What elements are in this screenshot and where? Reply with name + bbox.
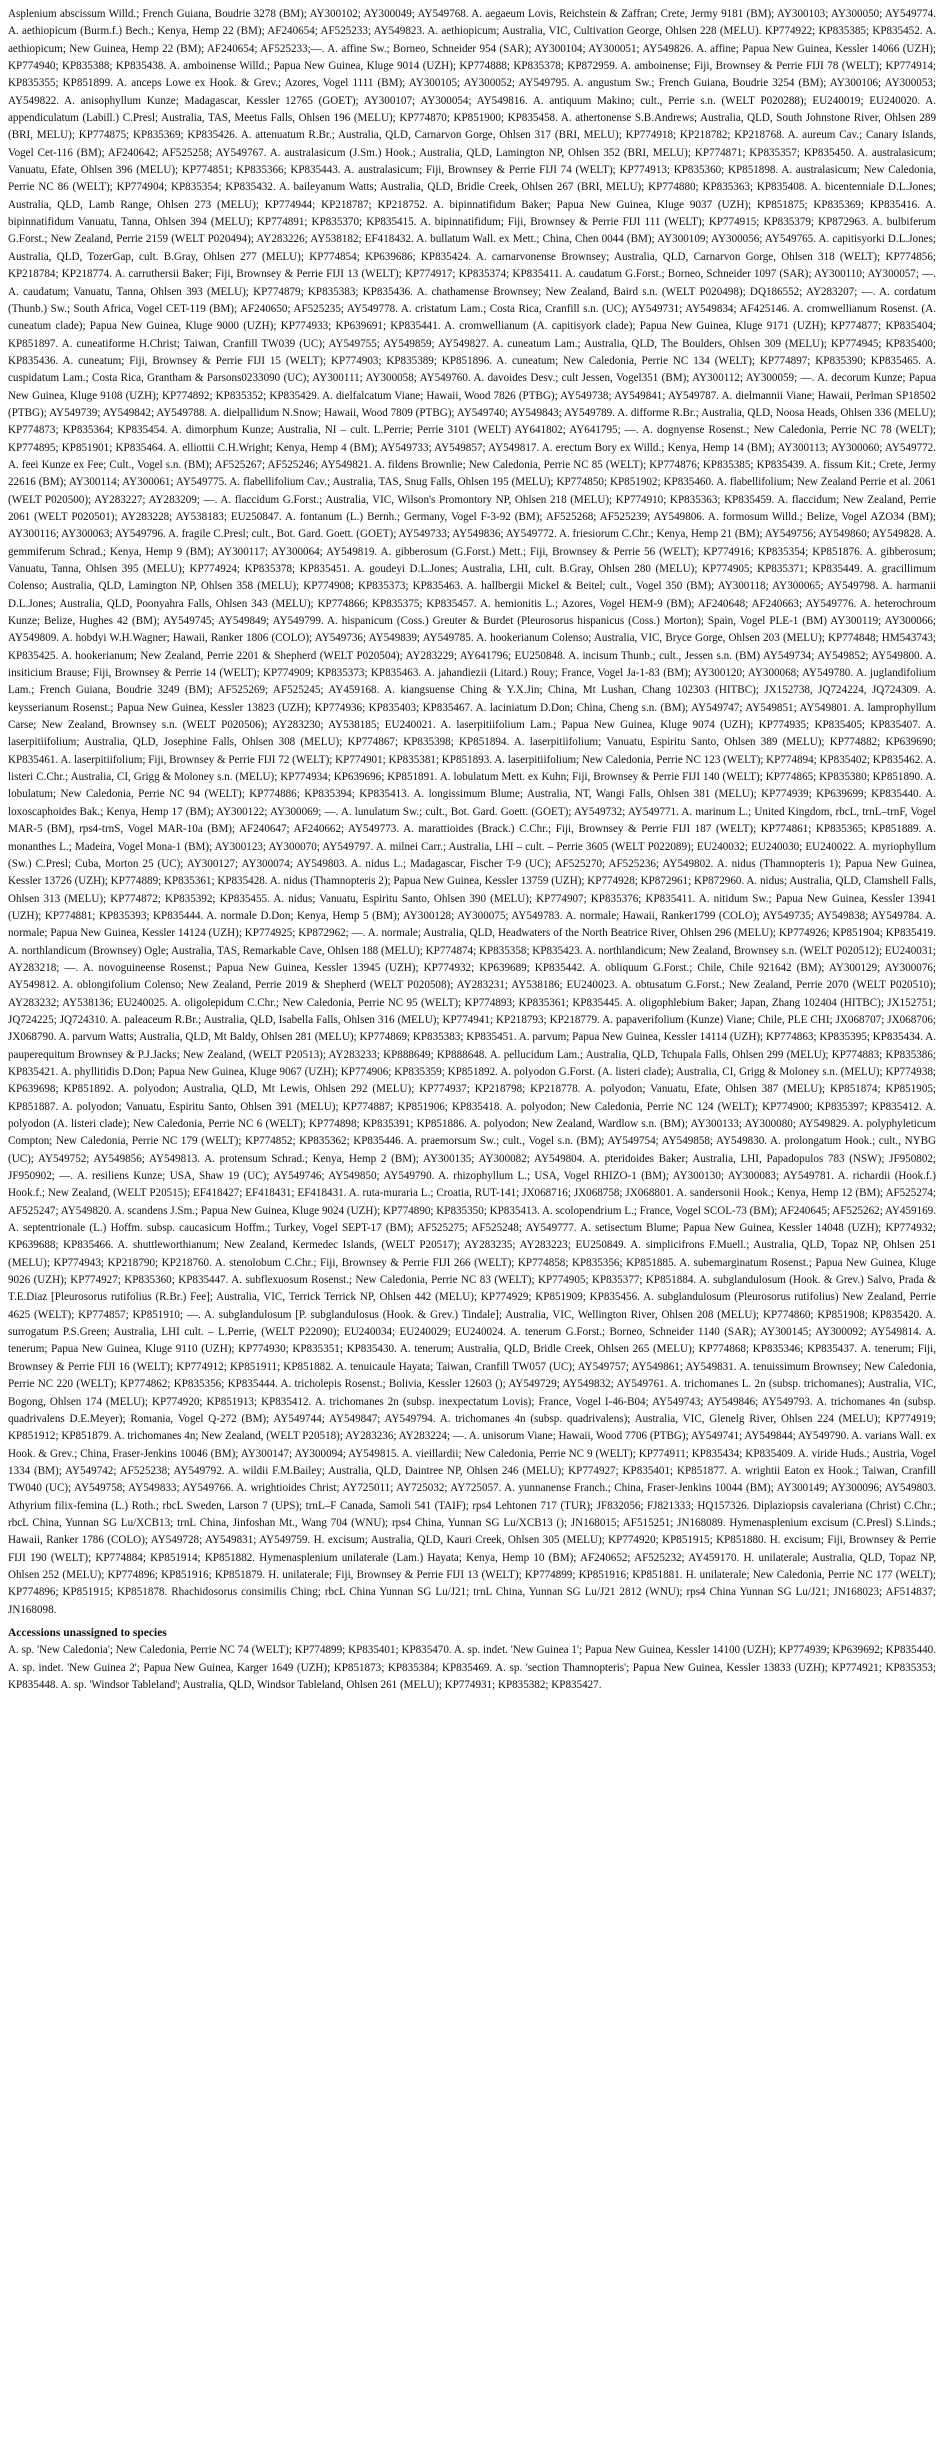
voucher-list-text: Asplenium abscissum Willd.; French Guiana, Boudrie 3278 (BM); AY300102; AY300049; AY549768. A. aegaeum Lovis, Reichstein & Zaffran; Crete, Jermy 9181 (BM); AY300103; AY300050; AY549774. A. aethiopicum (Burm.f.) Bech.; Kenya, Hemp 22 (BM); AF240654; AF525233; AY549823. A. aethiopicum; Australia, VIC, Cultivation George, Ohlsen 228 (MELU). KP774922; KP835385; KP835452. A. aethiopicum; New Guinea, Hemp 22 (BM); AF240654; AF525233;—. A. affine Sw.; Borneo, Schneider 954 (SAR); AY300104; AY300051; AY549826. A. affine; Papua New Guinea, Kessler 14066 (UZH); KP774940; KP835388; KP835438. A. amboinense Willd.; Papua New Guinea, Kluge 9014 (UZH); KP774888; KP835378; KP872959. A. amboinense; Fiji, Brownsey & Perrie FIJI 78 (WELT); KP774914; KP835355; KP851899. A. anceps Lowe ex Hook. & Grev.; Azores, Vogel 1111 (BM); AY300105; AY300052; AY549795. A. angustum Sw.; French Guiana, Boudrie 3254 (BM); AY300106; AY300053; AY549822. A. anisophyllum Kunze; Madagascar, Kessler 12765 (GOET); AY300107; AY300054; AY549816. A. antiquum Makino; cult., Perrie s.n. (WELT P020288); EU240019; EU240020. A. appendiculatum (Labill.) C.Presl; Australia, TAS, Meetus Falls, Ohlsen 196 (MELU); KP774870; KP851900; KP835458. A. athertonense S.B.Andrews; Australia, QLD, South Johnstone River, Ohlsen 289 (BRI, MELU); KP774875; KP835369; KP835426. A. attenuatum R.Br.; Australia, QLD, Carnarvon Gorge, Ohlsen 317 (BRI, MELU); KP774918; KP218782; KP218768. A. aureum Cav.; Canary Islands, Vogel Cet-116 (BM); AF240642; AF525258; AY549767. A. australasicum (J.Sm.) Hook.; Australia, QLD, Lamington NP, Ohlsen 352 (BRI, MELU); KP774871; KP835357; KP835450. A. australasicum; Vanuatu, Efate, Ohlsen 396 (MELU); KP774851; KP835366; KP835443. A. australasicum; Fiji, Brownsey & Perrie FIJI 74 (WELT); KP774913; KP835360; KP851898. A. australasicum; New Caledonia, Perrie NC 86 (WELT); KP774904; KP835354; KP835432. A. baileyanum Watts; Australia, QLD, Bridle Creek, Ohlsen 267 (BRI, MELU); KP774880; KP835363; KP835408. A. bicentenniale D.L.Jones; Australia, QLD, Lamb Range, Ohlsen 273 (MELU); KP774944; KP218787; KP218752. A. bipinnatifidum Baker; Papua New Guinea, Kluge 9037 (UZH); KP851875; KP835369; KP835416. A. bipinnatifidum Vanuatu, Tanna, Ohlsen 394 (MELU); KP774891; KP835370; KP835415. A. bipinnatifidum; Fiji, Brownsey & Perrie FIJI 111 (WELT); KP774915; KP835379; KP872963. A. bulbiferum G.Forst.; New Zealand, Perrie 2159 (WELT P020494); AY283226; AY538182; EF418432. A. bullatum Wall. ex Mett.; China, Chen 0044 (BM); AY300109; AY300056; AY549765. A. capitisyorki D.L.Jones; Australia, QLD, TozerGap, cult. B.Gray, Ohlsen 277 (MELU); KP774854; KP639686; KP835424. A. carnarvonense Brownsey; Australia, QLD, Carnarvon Gorge, Ohlsen 318 (WELT); KP774856; KP218784; KP218774. A. carruthersii Baker; Fiji, Brownsey & Perrie FIJI 13 (WELT); KP774917; KP835374; KP835411. A. caudatum G.Forst.; Borneo, Schneider 1097 (SAR); AY300110; AY300057; —. A. caudatum; Vanuatu, Tanna, Ohlsen 393 (MELU); KP774879; KP835383; KP835436. A. chathamense Brownsey; New Zealand, Baird s.n. (WELT P020498); DQ186552; AY283207; —. A. cordatum (Thunb.) Sw.; South Africa, Vogel CET-119 (BM); AF240650; AF525235; AY549778. A. cristatum Lam.; Costa Rica, Cranfill s.n. (UC); AY549731; AY549834; AF425146. A. cromwellianum Rosenst. (A. cuneatum clade); Papua New Guinea, Kluge 9000 (UZH); KP774933; KP639691; KP835441. A. cromwellianum (A. capitisyork clade); Papua New Guinea, Kluge 9171 (UZH); KP774877; KP835404; KP851897. A. cuneatiforme H.Christ; Taiwan, Cranfill TW039 (UC); AY549755; AY549859; AY549827. A. cuneatum Lam.; Australia, QLD, The Boulders, Ohlsen 309 (MELU); KP774945; KP835400; KP835436. A. cuneatum; Fiji, Brownsey & Perrie FIJI 15 (WELT); KP774903; KP835389; KP851896. A. cuneatum; New Caledonia, Perrie NC 134 (WELT); KP774897; KP835390; KP835465. A. cuspidatum Lam.; Costa Rica, Grantham & Parsons0233090 (UC); AY300111; AY300058; AY549760. A. davoides Desv.; cult Jessen, Vogel351 (BM); AY300112; AY300059; —. A. decorum Kunze; Papua New Guinea, Kluge 9108 (UZH); KP774892; KP835352; KP835429. A. dielfalcatum Viane; Hawaii, Wood 7826 (PTBG); AY549738; AY549841; AY549787. A. dielmannii Viane; Hawaii, Perlman SP18502 (PTBG); AY549739; AY549842; AY549788. A. dielpallidum N.Snow; Hawaii, Wood 7809 (PTBG); AY549740; AY549843; AY549789. A. difforme R.Br.; Australia, QLD, Noosa Heads, Ohlsen 336 (MELU); KP774873; KP835364; KP835454. A. dimorphum Kunze; Australia, NI – cult. L.Perrie; Perrie 3101 (WELT) AY641802; AY641795; —. A. dognyense Rosenst.; New Caledonia, Perrie NC 78 (WELT); KP774895; KP851901; KP835464. A. elliottii C.H.Wright; Kenya, Hemp 4 (BM); AY549733; AY549857; AY549817. A. erectum Bory ex Willd.; Kenya, Hemp 14 (BM); AY300113; AY300060; AY549772. A. feei Kunze ex Fee; Cult., Vogel s.n. (BM); AF525267; AF525246; AY549821. A. fildens Brownlie; New Caledonia, Perrie NC 85 (WELT); KP774876; KP835385; KP835439. A. fissum Kit.; Crete, Jermy 22616 (BM); AY300114; AY300061; AY549775. A. flabellifolium Cav.; Australia, TAS, Snug Falls, Ohlsen 195 (MELU); KP774850; KP851902; KP835460. A. flabellifolium; New Zealand Perrie et al. 2061 (WELT P020500); AY283227; AY283209; —. A. flaccidum G.Forst.; Australia, VIC, Wilson's Promontory NP, Ohlsen 218 (MELU); KP774910; KP835363; KP835459. A. flaccidum; New Zealand, Perrie 2061 (WELT P020501); AY283228; AY538183; EU250847. A. fontanum (L.) Bernh.; Germany, Vogel F-3-92 (BM); AF525268; AF525239; AY549806. A. formosum Willd.; Belize, Vogel AZO34 (BM); AY300116; AY300063; AY549796. A. fragile C.Presl; cult., Bot. Gard. Goett. (GOET); AY549733; AY549836; AY549772. A. friesiorum C.Chr.; Kenya, Hemp 21 (BM); AY549756; AY549860; AY549828. A. gemmiferum Schrad.; Kenya, Hemp 9 (BM); AY300117; AY300064; AY549819. A. gibberosum (G.Forst.) Mett.; Fiji, Brownsey & Perrie 56 (WELT); KP774916; KP835354; KP851876. A. gibberosum; Vanuatu, Tanna, Ohlsen 395 (MELU); KP774924; KP835378; KP835451. A. goudeyi D.L.Jones; Australia, LHI, cult. B.Gray, Ohlsen 280 (MELU); KP774905; KP835371; KP835449. A. gracillimum Colenso; Australia, QLD, Lamington NP, Ohlsen 358 (MELU); KP774908; KP835373; KP835463. A. hallbergii Mickel & Beitel; cult., Vogel 350 (BM); AY300118; AY300065; AY549798. A. harmanii D.L.Jones; Australia, QLD, Poonyahra Falls, Ohlsen 343 (MELU); KP774866; KP835375; KP835457. A. hemionitis L.; Azores, Vogel HEM-9 (BM); AF240648; AF240663; AY549776. A. heterochroum Kunze; Belize, Hughes 42 (BM); AY549745; AY549849; AY549799. A. hispanicum (Coss.) Greuter & Burdet (Pleurosorus hispanicus (Coss.) Morton); Spain, Vogel PLE-1 (BM) AY300119; AY300066; AY549809. A. hobdyi W.H.Wagner; Hawaii, Ranker 1806 (COLO); AY549736; AY549839; AY549785. A. hookerianum Colenso; Australia, VIC, Bryce Gorge, Ohlsen 203 (MELU); KP774848; HM543743; KP835425. A. hookerianum; New Zealand, Perrie 2201 & Shepherd (WELT P020504); AY283229; AY641796; EU250848. A. incisum Thunb.; cult., Jessen s.n. (BM) AY549734; AY549852; AY549800. A. insiticium Brause; Fiji, Brownsey & Perrie 14 (WELT); KP774909; KP835373; KP835463. A. jahandiezii (Litard.) Rouy; France, Vogel Ja-1-83 (BM); AY300120; AY300068; AY549780. A. juglandifolium Lam.; French Guiana, Boudrie 3249 (BM); AF525269; AF525245; AY459168. A. kiangsuense Ching & Y.X.Jin; China, Mt Lushan, Chang 102303 (HITBC); JX152738, JQ724224, JQ724309. A. keysserianum Rosenst.; Papua New Guinea, Kessler 13823 (UZH); KP774936; KP835403; KP835467. A. laciniatum D.Don; China, Cheng s.n. (BM); AY549747; AY549851; AY549801. A. lamprophyllum Carse; New Zealand, Brownsey s.n. (WELT P020506); AY283230; AY538185; EU240021. A. laserpitiifolium Lam.; Papua New Guinea, Kluge 9074 (UZH); KP774935; KP835405; KP835407. A. laserpitiifolium; Australia, QLD, Josephine Falls, Ohlsen 308 (MELU); KP774867; KP835398; KP851894. A. laserpitiifolium; Vanuatu, Espiritu Santo, Ohlsen 389 (MELU); KP774882; KP639690; KP835461. A. laserpitiifolium; Fiji, Brownsey & Perrie FIJI 72 (WELT); KP774901; KP835381; KP851893. A. laserpitiifolium; New Caledonia, Perrie NC 123 (WELT); KP774894; KP835402; KP835462. A. listeri C.Chr.; Australia, CI, Grigg & Moloney s.n. (MELU); KP774934; KP639696; KP851891. A. lobulatum Mett. ex Kuhn; Fiji, Brownsey & Perrie FIJI 140 (WELT); KP774865; KP835380; KP851890. A. lobulatum; New Caledonia, Perrie NC 94 (WELT); KP774886; KP835394; KP835413. A. longissimum Blume; Australia, NT, Wangi Falls, Ohlsen 381 (MELU); KP774939; KP639699; KP835440. A. loxoscaphoides Bak.; Kenya, Hemp 17 (BM); AY300122; AY300069; —. A. lunulatum Sw.; cult., Bot. Gard. Goett. (GOET); AY549732; AY549771. A. marinum L.; United Kingdom, rbcL, trnL–trnF, Vogel MAR-5 (BM), rps4-trnS, Vogel MAR-10a (BM); AF240647; AF240662; AY549773. A. marattioides (Brack.) C.Chr.; Fiji, Brownsey & Perrie FIJI 187 (WELT); KP774861; KP835365; KP851889. A. monanthes L.; Madeira, Vogel Mona-1 (BM); AY300123; AY300070; AY549797. A. milnei Carr.; Australia, LHI – cult. – Perrie 3605 (WELT P022089); EU240032; EU240030; EU240022. A. myriophyllum (Sw.) C.Presl; Cuba, Morton 25 (UC); AY300127; AY300074; AY549803. A. nidus L.; Madagascar, Fischer T-9 (UC); AF525270; AF525236; AY549802. A. nidus (Thamnopteris 1); Papua New Guinea, Kessler 13726 (UZH); KP774889; KP835361; KP835428. A. nidus (Thamnopteris 2); Papua New Guinea, Kessler 13759 (UZH); KP774928; KP872961; KP872960. A. nidus; Australia, QLD, Clamshell Falls, Ohlsen 313 (MELU); KP774872; KP835392; KP835455. A. nidus; Vanuatu, Espiritu Santo, Ohlsen 390 (MELU); KP774907; KP835376; KP835411. A. nitidum Sw.; Papua New Guinea, Kessler 13941 (UZH); KP774881; KP835393; KP835444. A. normale D.Don; Kenya, Hemp 5 (BM); AY300128; AY300075; AY549783. A. normale; Hawaii, Ranker1799 (COLO); AY549735; AY549838; AY549784. A. normale; Papua New Guinea, Kessler 14124 (UZH); KP774925; KP872962; —. A. normale; Australia, QLD, Headwaters of the North Beatrice River, Ohlsen 296 (MELU); KP774926; KP851904; KP835419. A. northlandicum (Brownsey) Ogle; Australia, TAS, Remarkable Cave, Ohlsen 188 (MELU); KP774874; KP835358; KP835423. A. northlandicum; New Zealand, Brownsey s.n. (WELT P020512); EU240031; AY283218; —. A. novoguineense Rosenst.; Papua New Guinea, Kessler 13945 (UZH); KP774932; KP639689; KP835442. A. obliquum G.Forst.; Chile, Chile 921642 (BM); AY300129; AY300076; AY549812. A. oblongifolium Colenso; New Zealand, Perrie 2019 & Shepherd (WELT P020508); AY283231; AY538186; EU240023. A. obtusatum G.Forst.; New Zealand, Perrie 2070 (WELT P020510); AY283232; AY538136; EU240025. A. oligolepidum C.Chr.; New Caledonia, Perrie NC 95 (WELT); KP774893; KP835361; KP835445. A. oligophlebium Baker; Japan, Zhang 102404 (HITBC); JX152751; JQ724225; JQ724310. A. paleaceum R.Br.; Australia, QLD, Isabella Falls, Ohlsen 316 (MELU); KP774941; KP218793; KP218779. A. papaverifolium (Kunze) Viane; Chile, PLE CHI; JX068707; JX068706; JX068790. A. parvum Watts; Australia, QLD, Mt Baldy, Ohlsen 281 (MELU); KP774869; KP835383; KP835451. A. parvum; Papua New Guinea, Kessler 14114 (UZH); KP774863; KP835395; KP835434. A. pauperequitum Brownsey & P.J.Jacks; New Zealand, (WELT P20513); AY283233; KP888649; KP888648. A. pellucidum Lam.; Australia, QLD, Tchupala Falls, Ohlsen 299 (MELU); KP774883; KP835386; KP835421. A. phyllitidis D.Don; Papua New Guinea, Kluge 9067 (UZH); KP774906; KP835359; KP851892. A. polyodon G.Forst. (A. listeri clade); Australia, CI, Grigg & Moloney s.n. (MELU); KP774938; KP639698; KP851892. A. polyodon; Australia, QLD, Mt Lewis, Ohlsen 292 (MELU); KP774937; KP218798; KP218778. A. polyodon; Vanuatu, Efate, Ohlsen 387 (MELU); KP851874; KP851905; KP851887. A. polyodon; Vanuatu, Espiritu Santo, Ohlsen 391 (MELU); KP774887; KP851906; KP835418. A. polyodon; New Caledonia, Perrie NC 124 (WELT); KP774900; KP835397; KP835412. A. polyodon (A. listeri clade); New Caledonia, Perrie NC 6 (WELT); KP774898; KP835391; KP851886. A. polyodon; New Zealand, Wardlow s.n. (BM); AY300133; AY300080; AY549829. A. polyphyleticum Compton; New Caledonia, Perrie NC 179 (WELT); KP774852; KP835362; KP835446. A. praemorsum Sw.; cult., Vogel s.n. (BM); AY549754; AY549858; AY549830. A. prolongatum Hook.; cult., NYBG (UC); AY549752; AY549856; AY549813. A. protensum Schrad.; Kenya, Hemp 2 (BM); AY300135; AY300082; AY549804. A. pteridoides Baker; Australia, LHI, Papadopulos 783 (NSW); JF950802; JF950902; —. A. resiliens Kunze; USA, Shaw 19 (UC); AY549746; AY549850; AY549790. A. rhizophyllum L.; USA, Vogel RHIZO-1 (BM); AY300130; AY300083; AY549781. A. richardii (Hook.f.) Hook.f.; New Zealand, (WELT P20515); EF418427; EF418431; EF418431. A. ruta-muraria L.; Croatia, RUT-141; JX068716; JX068758; JX068801. A. sandersonii Hook.; Kenya, Hemp 12 (BM); AF525274; AF525247; AY549820. A. scandens J.Sm.; Papua New Guinea, Kluge 9024 (UZH); KP774890; KP835350; KP835413. A. scolopendrium L.; France, Vogel SCOL-73 (BM); AF240645; AF525262; AY459169. A. septentrionale (L.) Hoffm. subsp. caucasicum Hoffm.; Turkey, Vogel SEPT-17 (BM); AF525275; AF525248; AY549777. A. setisectum Blume; Papua New Guinea, Kessler 14048 (UZH); KP774932; KP639688; KP835466. A. shuttleworthianum; New Zealand, Kermedec Islands, (WELT P20517); AY283235; AY283223; EU250849. A. simplicifrons F.Muell.; Australia, QLD, Topaz NP, Ohlsen 251 (MELU); KP774943; KP218790; KP218760. A. stenolobum C.Chr.; Fiji, Brownsey & Perrie FIJI 266 (WELT); KP774858; KP835356; KP851885. A. subemarginatum Rosenst.; Papua New Guinea, Kluge 9026 (UZH); KP774927; KP835360; KP835447. A. subflexuosum Rosenst.; New Caledonia, Perrie NC 83 (WELT); KP774905; KP835377; KP851884. A. subglandulosum (Hook. & Grev.) Salvo, Prada & T.E.Diaz [Pleurosorus rutifolius (R.Br.) Fee]; Australia, VIC, Terrick Terrick NP, Ohlsen 442 (MELU); KP774929; KP851909; KP835456. A. subglandulosum (Pleurosorus rutifolius) New Zealand, Perrie 4625 (WELT); KP774857; KP851910; —. A. subglandulosum [P. subglandulosus (Hook. & Grev.) Tindale]; Australia, VIC, Wellington River, Ohlsen 208 (MELU); KP774860; KP851908; KP835420. A. surrogatum P.S.Green; Australia, LHI cult. – L.Perrie, (WELT P22090); EU240034; EU240029; EU240024. A. tenerum G.Forst.; Borneo, Schneider 1140 (SAR); AY300145; AY300092; AY549814. A. tenerum; Papua New Guinea, Kluge 9110 (UZH); KP774930; KP835351; KP835430. A. tenerum; Australia, QLD, Bridle Creek, Ohlsen 265 (MELU); KP774868; KP835346; KP835437. A. tenerum; Fiji, Brownsey & Perrie FIJI 16 (WELT); KP774912; KP851911; KP851882. A. tenuicaule Hayata; Taiwan, Cranfill TW057 (UC); AY549757; AY549861; AY549831. A. tenuissimum Brownsey; New Caledonia, Perrie NC 220 (WELT); KP774862; KP835356; KP835444. A. tricholepis Rosenst.; Bolivia, Kessler 12603 (); AY549729; AY549832; AY549761. A. trichomanes L. 2n (subsp. trichomanes); Australia, VIC, Bogong, Ohlsen 174 (MELU); KP774920; KP851913; KP835412. A. trichomanes 2n (subsp. inexpectatum Lovis); France, Vogel I-46-B04; AY549743; AY549846; AY549793. A. trichomanes 4n (subsp. quadrivalens D.E.Meyer); Romania, Vogel Q-272 (BM); AY549744; AY549847; AY549794. A. trichomanes 4n (subsp. quadrivalens); Australia, VIC, Glenelg River, Ohlsen 224 (MELU); KP774919; KP851912; KP851879. A. trichomanes 4n; New Zealand, (WELT P20518); AY283236; AY283224; —. A. unisorum Viane; Hawaii, Wood 7706 (PTBG); AY549741; AY549844; AY549790. A. varians Wall. ex Hook. & Grev.; China, Fraser-Jenkins 10046 (BM); AY300147; AY300094; AY549815. A. vieillardii; New Caledonia, Perrie NC 9 (WELT); KP774911; KP835434; KP835409. A. viride Huds.; Austria, Vogel 1334 (BM); AY549742; AF525238; AY549792. A. wildii F.M.Bailey; Australia, QLD, Daintree NP, Ohlsen 246 (MELU); KP774927; KP835401; KP851877. A. wrightii Eaton ex Hook.; Taiwan, Cranfill TW040 (UC); AY549758; AY549833; AY549766. A. wrightioides Christ; AY725011; AY725032; AY725057. A. yunnanense Franch.; China, Fraser-Jenkins 10044 (BM); AY300149; AY300096; AY549803. Athyrium filix-femina (L.) Roth.; rbcL Sweden, Larson 7 (UPS); trnL–F Canada, Samoli 541 (TAIF); rps4 Lehtonen 717 (TUR); JF832056; FJ821333; HQ157326. Diplaziopsis cavaleriana (Christ) C.Chr.; rbcL China, Yunnan SG Lu/XCB13; trnL China, Jinfoshan Mt., Wang 704 (WNU); rps4 China, Yunnan SG Lu/XCB13 (); JN168015; AF515251; JN168089. Hymenasplenium excisum (C.Presl) S.Linds.; Hawaii, Ranker 1786 (COLO); AY549728; AY549831; AY549759. H. excisum; Australia, QLD, Kauri Creek, Ohlsen 305 (MELU); KP774920; KP851915; KP851880. H. excisum; Fiji, Brownsey & Perrie FIJI 190 (WELT); KP774884; KP851914; KP851882. Hymenasplenium unilaterale (Lam.) Hayata; Kenya, Hemp 10 (BM); AF240652; AF525232; AY459170. H. unilaterale; Australia, QLD, Topaz NP, Ohlsen 252 (MELU); KP774896; KP851916; KP851879. H. unilaterale; Fiji, Brownsey & Perrie FIJI 13 (WELT); KP774899; KP851916; KP851881. H. unilaterale; New Caledonia, Perrie NC 177 (WELT); KP774896; KP851915; KP851878. Rhachidosorus consimilis Ching; rbcL China Yunnan SG Lu/J21; trnL China, Yunnan SG Lu/J21 2812 (WNU); rps4 China Yunnan SG Lu/J21; JN168023; AF514837; JN168098. [8,8,936,1616]
unassigned-accessions-text: A. sp. 'New Caledonia'; New Caledonia, Perrie NC 74 (WELT); KP774899; KP835401; KP835470. A. sp. indet. 'New Guinea 1'; Papua New Guinea, Kessler 14100 (UZH); KP774939; KP639692; KP835440. A. sp. indet. 'New Guinea 2'; Papua New Guinea, Karger 1649 (UZH); KP851873; KP835384; KP835469. A. sp. 'section Thamnopteris'; Papua New Guinea, Kessler 13833 (UZH); KP774921; KP835353; KP835448. A. sp. 'Windsor Tableland'; Australia, QLD, Windsor Tableland, Ohlsen 261 (MELU); KP774931; KP835382; KP835427. [8,1644,936,1691]
unassigned-accessions-heading: Accessions unassigned to species [8,1626,167,1639]
